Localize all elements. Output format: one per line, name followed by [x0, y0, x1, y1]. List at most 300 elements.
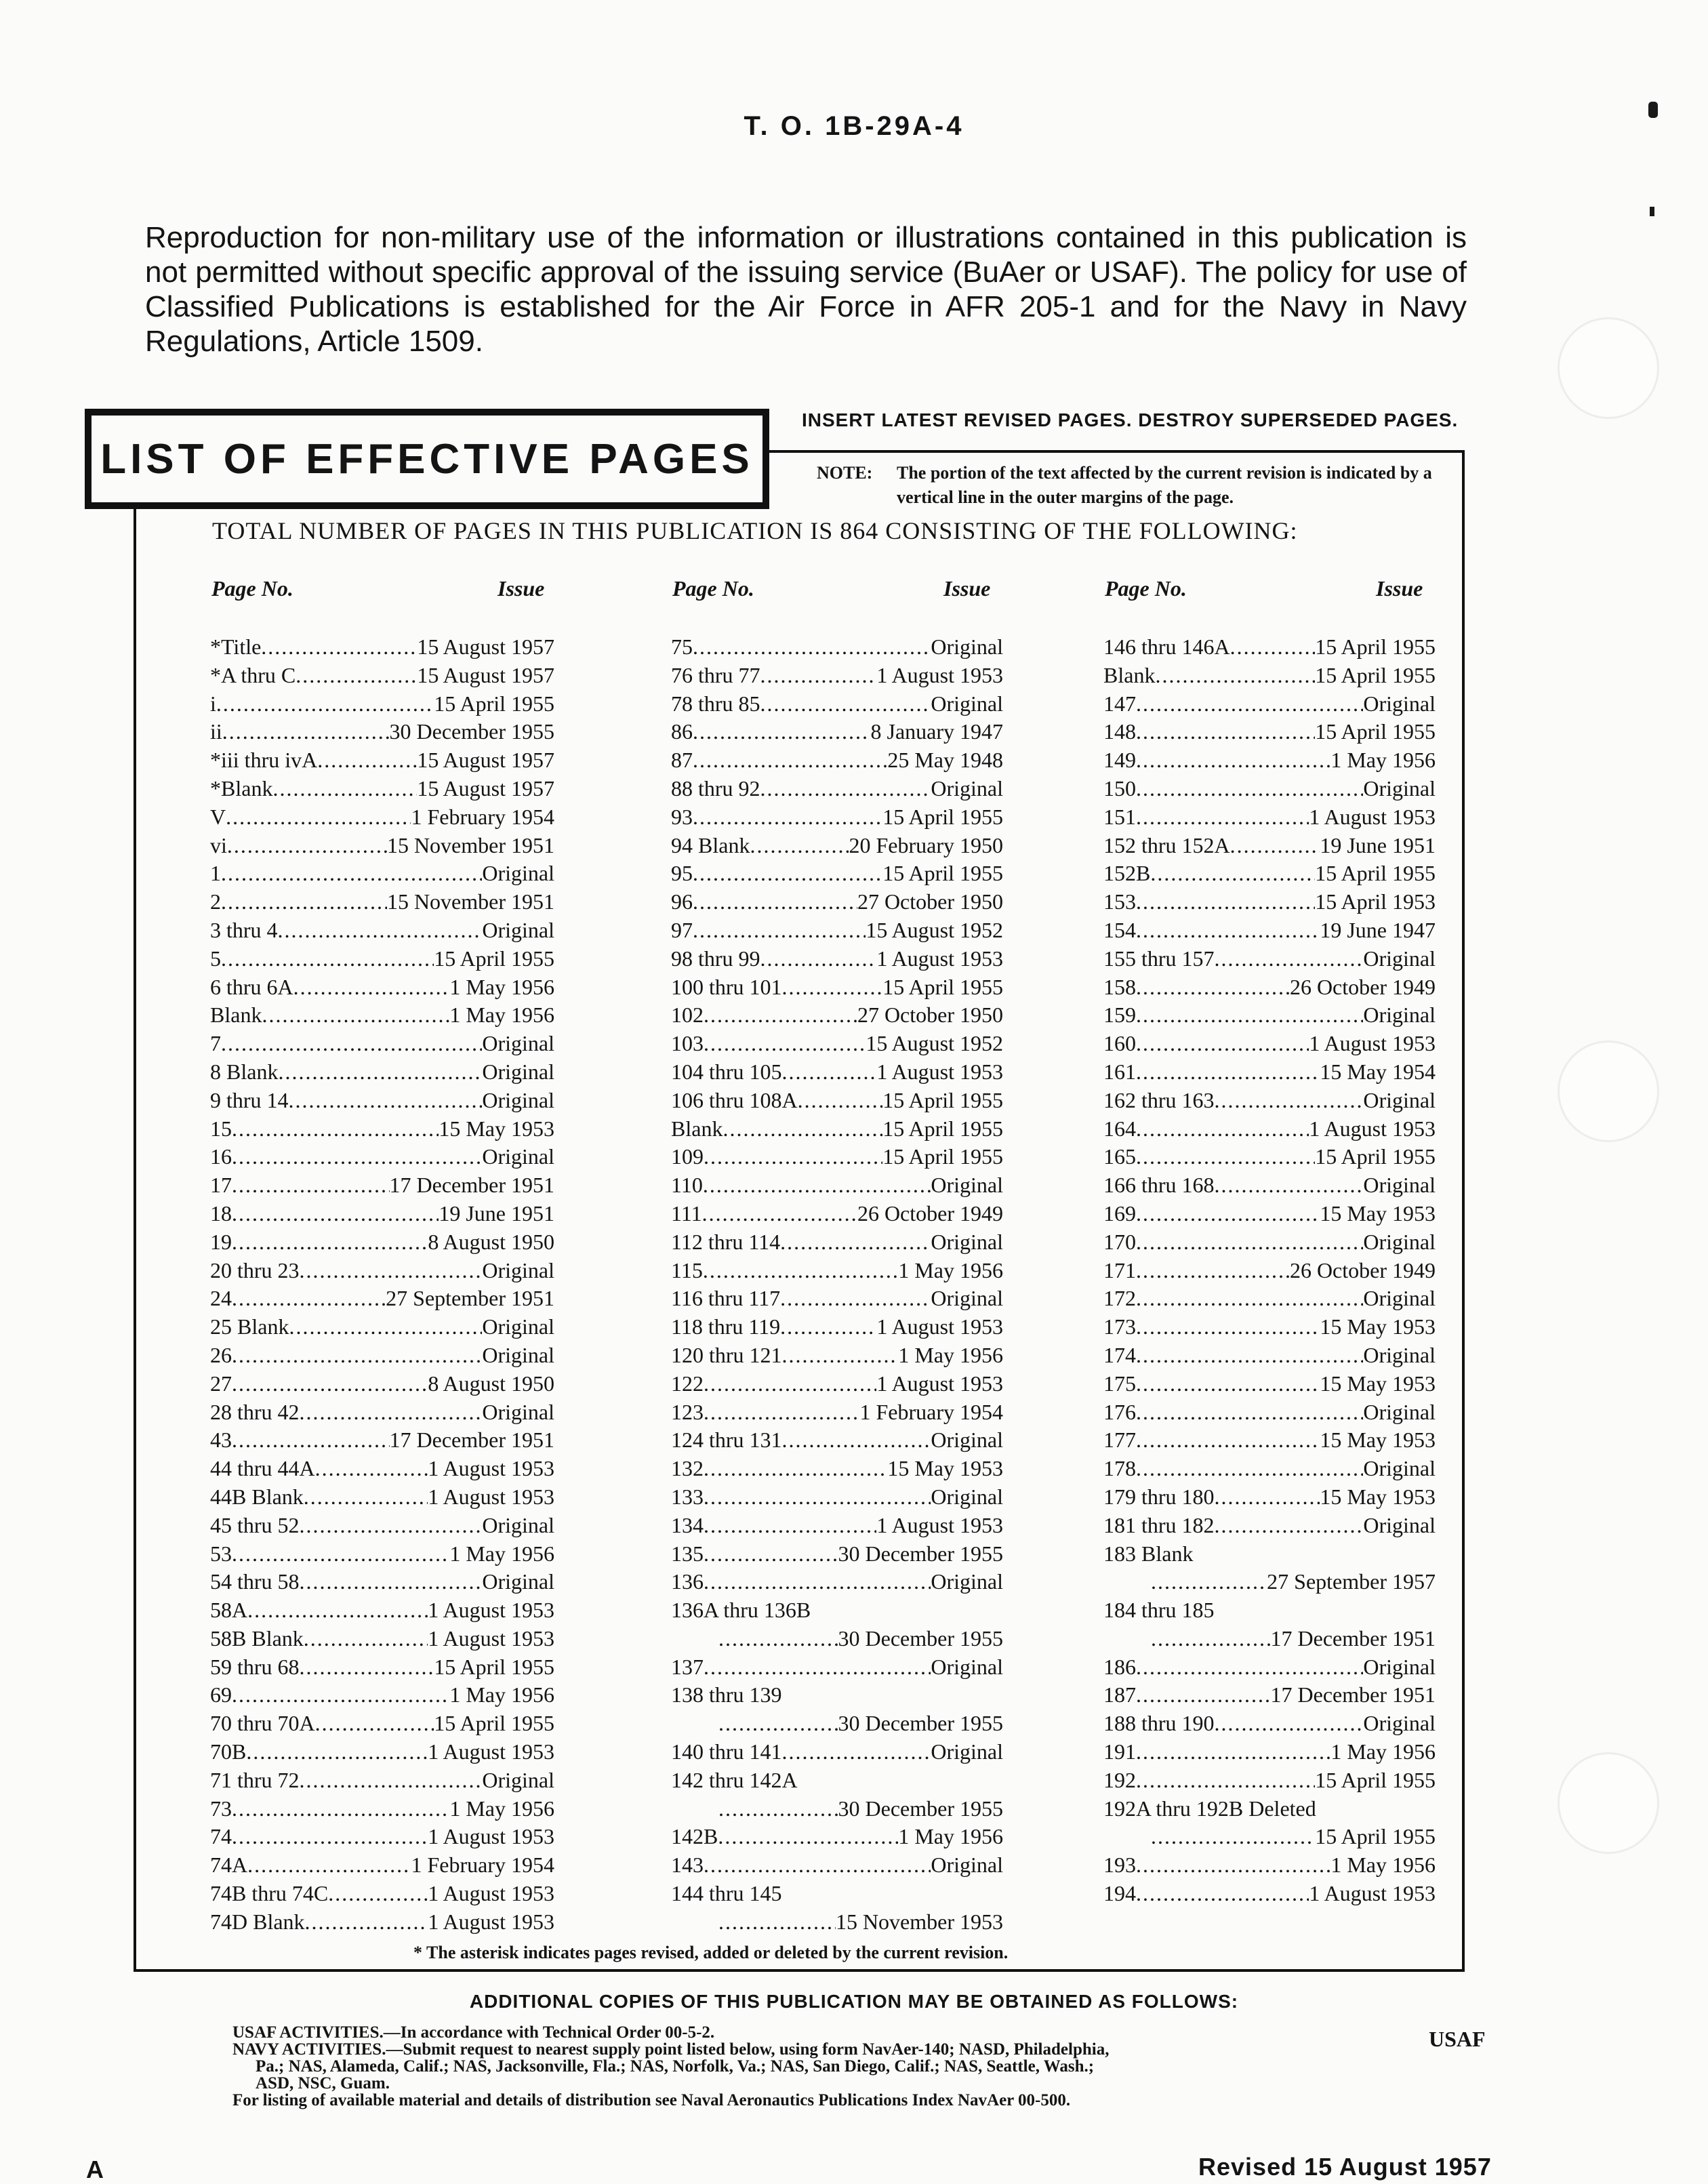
- page-entry-row: [210, 1088, 554, 1116]
- dot-leader: [1136, 805, 1309, 830]
- issue-date: Original: [1363, 1654, 1436, 1679]
- dot-leader: [703, 1173, 931, 1198]
- dot-leader: [693, 719, 870, 744]
- asterisk-footnote: * The asterisk indicates pages revised, added or deleted by the current revision.: [413, 1943, 1009, 1962]
- page-number: 5: [210, 946, 221, 971]
- issue-date: 1 August 1953: [876, 662, 1003, 687]
- page-number: 137: [671, 1654, 704, 1679]
- page-number: 59 thru 68: [210, 1654, 300, 1679]
- dot-leader: [693, 805, 882, 830]
- issue-date: 1 August 1953: [428, 1881, 554, 1906]
- page-entry-row: [671, 1739, 1003, 1768]
- page-entry-row: [210, 1739, 554, 1768]
- dot-leader: [1155, 663, 1315, 688]
- page-number: 192: [1103, 1767, 1136, 1792]
- page-entry-row: [671, 1541, 1003, 1570]
- page-entry-row: [1103, 861, 1436, 889]
- page-number: 74A: [210, 1853, 248, 1878]
- issue-date: 15 August 1957: [417, 634, 554, 659]
- page-entry-row: [1103, 1286, 1436, 1314]
- issue-date: 1 August 1953: [428, 1909, 554, 1934]
- dot-leader: [1136, 1059, 1320, 1085]
- issue-date: Original: [482, 917, 554, 942]
- page-number: 18: [210, 1200, 232, 1226]
- issue-date: Original: [1363, 1456, 1436, 1481]
- dot-leader: [780, 1230, 931, 1255]
- page-entry-row: [210, 1456, 554, 1484]
- dot-leader: [704, 1003, 857, 1028]
- page-number: 111: [671, 1200, 702, 1226]
- dot-leader: [232, 1541, 449, 1566]
- page-number: 132: [671, 1456, 704, 1481]
- dot-leader: [782, 975, 883, 1000]
- issue-date: 15 May 1953: [1320, 1428, 1436, 1453]
- page-entry-row: [671, 1655, 1003, 1683]
- page-entry-row: [210, 1682, 554, 1711]
- total-pages-statement: TOTAL NUMBER OF PAGES IN THIS PUBLICATION IS 864 CONSISTING OF THE FOLLOWING:: [212, 517, 1298, 544]
- issue-date: Original: [931, 691, 1003, 716]
- dot-leader: [1136, 1230, 1363, 1255]
- page-entry-row: [1103, 918, 1436, 946]
- dot-leader: [718, 1796, 838, 1821]
- page-entry-row: [1103, 1711, 1436, 1739]
- dot-leader: [704, 1031, 866, 1056]
- page-number: 148: [1103, 719, 1136, 744]
- dot-leader: [1136, 776, 1363, 801]
- page-number: *Blank: [210, 775, 273, 801]
- issue-date: 1 August 1953: [428, 1598, 554, 1623]
- issue-date: Original: [482, 1314, 554, 1339]
- page-rows: [1103, 634, 1436, 1909]
- page-entry-row: [210, 691, 554, 720]
- page-number: 165: [1103, 1144, 1136, 1169]
- dot-leader: [278, 1059, 482, 1085]
- page-number: 178: [1103, 1456, 1136, 1481]
- dot-leader: [232, 1201, 439, 1226]
- page-number: 16: [210, 1144, 232, 1169]
- page-entry-row: [1103, 1484, 1436, 1513]
- page-entry-row: [1103, 1739, 1436, 1768]
- issue-date: Original: [482, 861, 554, 886]
- page-entry-row: [1103, 1824, 1436, 1853]
- dot-leader: [780, 1286, 931, 1311]
- dot-leader: [1215, 1088, 1364, 1113]
- dot-leader: [221, 861, 482, 886]
- page-entry-row: [1103, 1796, 1436, 1825]
- page-number: 78 thru 85: [671, 691, 760, 716]
- issue-date: 15 August 1957: [417, 775, 554, 801]
- page-number: 9 thru 14: [210, 1087, 289, 1112]
- issue-date: 17 December 1951: [1270, 1682, 1436, 1707]
- issue-date: Original: [931, 1654, 1003, 1679]
- page-number: 3 thru 4: [210, 917, 278, 942]
- dot-leader: [1136, 1286, 1363, 1311]
- dot-leader: [1136, 1116, 1309, 1141]
- dot-leader: [315, 1456, 428, 1481]
- dot-leader: [693, 861, 882, 886]
- issue-date: 15 April 1955: [434, 691, 554, 716]
- issue-date: Original: [482, 1569, 554, 1594]
- issue-date: Original: [482, 1767, 554, 1792]
- page-number: 184 thru 185: [1103, 1598, 1215, 1623]
- page-number: 6 thru 6A: [210, 974, 293, 999]
- dot-leader: [704, 1371, 876, 1396]
- page-entry-row: [1103, 1144, 1436, 1173]
- dot-leader: [1215, 1484, 1320, 1510]
- page-number: 176: [1103, 1399, 1136, 1424]
- page-rows: [671, 634, 1003, 1938]
- page-number: 177: [1103, 1428, 1136, 1453]
- page-number: i: [210, 691, 216, 716]
- issue-date: 15 April 1953: [1315, 889, 1436, 914]
- page-number: 144 thru 145: [671, 1881, 782, 1906]
- page-entry-row: [210, 1400, 554, 1428]
- issue-date: 20 February 1950: [849, 832, 1003, 857]
- dot-leader: [262, 1003, 449, 1028]
- page-number: V: [210, 804, 226, 829]
- page-number: 94 Blank: [671, 832, 750, 857]
- page-entry-row: [1103, 1088, 1436, 1116]
- dot-leader: [1136, 1003, 1363, 1028]
- page-number: 142B: [671, 1824, 718, 1849]
- page-no-header: Page No.: [211, 576, 293, 601]
- issue-date: Original: [1363, 691, 1436, 716]
- dot-leader: [782, 1428, 931, 1453]
- dot-leader: [1136, 1881, 1309, 1906]
- page-number: 25 Blank: [210, 1314, 289, 1339]
- binding-mark: [1648, 102, 1658, 118]
- issue-date: 1 August 1953: [876, 1371, 1003, 1396]
- page-entry-row: [671, 1286, 1003, 1314]
- dot-leader: [221, 889, 387, 914]
- page-number: 76 thru 77: [671, 662, 760, 687]
- issue-date: Original: [482, 1144, 554, 1169]
- page-entry-row: [671, 1201, 1003, 1230]
- page-entry-row: [671, 833, 1003, 862]
- dot-leader: [704, 1569, 931, 1594]
- dot-leader: [704, 1541, 838, 1566]
- issue-date: 26 October 1949: [857, 1200, 1003, 1226]
- page-number: 164: [1103, 1116, 1136, 1141]
- page-number: 169: [1103, 1200, 1136, 1226]
- page-entry-row: [671, 1768, 1003, 1796]
- dot-leader: [289, 1088, 483, 1113]
- page-number: 103: [671, 1031, 704, 1056]
- issue-date: 1 May 1956: [898, 1342, 1003, 1367]
- page-entry-row: [210, 1314, 554, 1343]
- dot-leader: [247, 1598, 428, 1623]
- issue-date: Original: [931, 1428, 1003, 1453]
- page-number: 118 thru 119: [671, 1314, 781, 1339]
- dot-leader: [278, 918, 483, 943]
- page-entry-row: [671, 918, 1003, 946]
- page-number: 109: [671, 1144, 704, 1169]
- page-entry-row: [671, 719, 1003, 748]
- dot-leader: [1136, 1853, 1330, 1878]
- page-entry-row: [210, 1116, 554, 1145]
- dot-leader: [782, 1739, 931, 1764]
- page-entry-row: [1103, 1569, 1436, 1598]
- page-entry-row: [1103, 1513, 1436, 1541]
- page-entry-row: [210, 1201, 554, 1230]
- issue-header: Issue: [943, 576, 991, 601]
- issue-date: Original: [482, 1031, 554, 1056]
- page-entry-row: [671, 1088, 1003, 1116]
- page-number: 15: [210, 1116, 232, 1141]
- page-entry-row: [210, 1031, 554, 1059]
- page-entry-row: [671, 1456, 1003, 1484]
- usaf-tag: USAF: [1429, 2027, 1486, 2051]
- issue-date: 15 April 1955: [434, 1654, 554, 1679]
- page-entry-row: [671, 889, 1003, 918]
- issue-date: Original: [482, 1087, 554, 1112]
- page-entry-row: [210, 1144, 554, 1173]
- page-entry-row: [671, 1258, 1003, 1287]
- page-number: 45 thru 52: [210, 1512, 300, 1537]
- dot-leader: [718, 1711, 838, 1736]
- page-entry-row: [671, 1682, 1003, 1711]
- issue-date: Original: [1363, 1229, 1436, 1254]
- issue-header: Issue: [1376, 576, 1423, 601]
- page-entry-row: [1103, 1881, 1436, 1909]
- issue-date: 15 April 1955: [1315, 1144, 1436, 1169]
- issue-date: 30 December 1955: [838, 1711, 1003, 1736]
- page-number: 100 thru 101: [671, 974, 782, 999]
- issue-date: 27 September 1957: [1267, 1569, 1436, 1594]
- issue-date: 1 August 1953: [428, 1484, 554, 1509]
- page-entry-row: [671, 805, 1003, 833]
- issue-date: 1 August 1953: [428, 1739, 554, 1764]
- page-number: 58A: [210, 1598, 248, 1623]
- issue-date: Original: [482, 1257, 554, 1282]
- page-number: 143: [671, 1853, 704, 1878]
- page-entry-row: [1103, 719, 1436, 748]
- issue-date: Original: [931, 1739, 1003, 1764]
- dot-leader: [247, 1853, 411, 1878]
- dot-leader: [1136, 1768, 1315, 1793]
- page-entry-row: [210, 1371, 554, 1400]
- page-number: 170: [1103, 1229, 1136, 1254]
- issue-date: 17 December 1951: [389, 1428, 554, 1453]
- issue-date: 15 April 1955: [882, 804, 1003, 829]
- issue-date: 15 August 1952: [866, 917, 1003, 942]
- dot-leader: [693, 918, 866, 943]
- issue-date: 1 August 1953: [1309, 804, 1436, 829]
- page-entry-row: [671, 634, 1003, 663]
- dot-leader: [1136, 1428, 1320, 1453]
- dot-leader: [221, 946, 434, 971]
- issue-date: 25 May 1948: [887, 748, 1003, 773]
- page-entry-row: [210, 805, 554, 833]
- page-entry-row: [1103, 1598, 1436, 1626]
- page-entry-row: [1103, 776, 1436, 805]
- dot-leader: [232, 1286, 386, 1311]
- page-number: 152 thru 152A: [1103, 832, 1230, 857]
- issue-date: 15 April 1955: [1315, 719, 1436, 744]
- page-entry-row: [210, 1286, 554, 1314]
- page-entry-row: [1103, 1371, 1436, 1400]
- page-number: 70 thru 70A: [210, 1711, 315, 1736]
- dot-leader: [1136, 1314, 1320, 1339]
- page-number: 106 thru 108A: [671, 1087, 798, 1112]
- dot-leader: [1151, 1626, 1271, 1651]
- issue-date: Original: [1363, 1711, 1436, 1736]
- page-number: 74B thru 74C: [210, 1881, 329, 1906]
- issue-date: 15 November 1951: [386, 889, 554, 914]
- page-number: 162 thru 163: [1103, 1087, 1215, 1112]
- page-number: 17: [210, 1173, 232, 1198]
- issue-date: 30 December 1955: [838, 1625, 1003, 1651]
- page-entry-row: [210, 861, 554, 889]
- page-number: 183 Blank: [1103, 1541, 1194, 1566]
- dot-leader: [780, 1314, 876, 1339]
- issue-date: 15 April 1955: [1315, 861, 1436, 886]
- note-text: The portion of the text affected by the current revision is indicated by a vertical line in the outer margins of the page.: [897, 463, 1432, 507]
- page-number: Blank: [210, 1003, 262, 1028]
- dot-leader: [232, 1428, 390, 1453]
- page-number: 152B: [1103, 861, 1151, 886]
- page-entry-row: [210, 1711, 554, 1739]
- page-entry-row: [1103, 889, 1436, 918]
- dot-leader: [261, 634, 417, 660]
- page-number: 154: [1103, 917, 1136, 942]
- issue-date: 1 August 1953: [1309, 1881, 1436, 1906]
- page-entry-row: [210, 1796, 554, 1825]
- issue-date: 1 May 1956: [1330, 748, 1436, 773]
- dot-leader: [1136, 1343, 1363, 1368]
- issue-date: Original: [931, 775, 1003, 801]
- dot-leader: [704, 1144, 882, 1169]
- binding-mark: [1650, 207, 1654, 216]
- page-number: 102: [671, 1003, 704, 1028]
- page-entry-row: [671, 1569, 1003, 1598]
- page-entry-row: [210, 1881, 554, 1909]
- page-entry-row: [210, 1768, 554, 1796]
- dot-leader: [702, 1201, 857, 1226]
- issue-date: 15 April 1955: [882, 1116, 1003, 1141]
- page-number: 20 thru 23: [210, 1257, 300, 1282]
- dot-leader: [718, 1626, 838, 1651]
- dot-leader: [750, 833, 849, 858]
- page-entry-row: [210, 1824, 554, 1853]
- page-entry-row: [210, 663, 554, 691]
- dot-leader: [1136, 1201, 1320, 1226]
- insert-instruction: INSERT LATEST REVISED PAGES. DESTROY SUPERSEDED PAGES.: [802, 409, 1459, 430]
- page-entry-row: [1103, 1768, 1436, 1796]
- page-entry-row: [1103, 1258, 1436, 1287]
- page-entry-row: [1103, 1003, 1436, 1031]
- dot-leader: [1136, 1739, 1330, 1764]
- page-entry-row: [671, 975, 1003, 1003]
- punch-hole-middle: [1558, 1040, 1659, 1142]
- issue-date: 1 August 1953: [876, 1314, 1003, 1339]
- page-entry-row: [210, 1003, 554, 1031]
- page-number: 153: [1103, 889, 1136, 914]
- dot-leader: [1151, 1569, 1267, 1594]
- page-entry-row: [671, 1513, 1003, 1541]
- dot-leader: [300, 1655, 434, 1680]
- page-entry-row: [210, 1541, 554, 1570]
- issue-date: 1 May 1956: [1330, 1853, 1436, 1878]
- issue-date: 15 April 1955: [1315, 634, 1436, 659]
- page-number: 150: [1103, 775, 1136, 801]
- page-number: 193: [1103, 1853, 1136, 1878]
- dot-leader: [300, 1569, 483, 1594]
- dot-leader: [760, 663, 877, 688]
- page-entry-row: [1103, 1682, 1436, 1711]
- issue-date: 26 October 1949: [1289, 1257, 1436, 1282]
- dot-leader: [300, 1258, 483, 1283]
- dot-leader: [1230, 634, 1316, 660]
- issue-date: 15 April 1955: [434, 946, 554, 971]
- issue-date: Original: [482, 1059, 554, 1084]
- page-number: 110: [671, 1173, 703, 1198]
- dot-leader: [1136, 1144, 1315, 1169]
- page-number: 24: [210, 1286, 232, 1311]
- page-entry-row: [671, 1031, 1003, 1059]
- issue-date: 1 August 1953: [428, 1625, 554, 1651]
- issue-date: 30 December 1955: [389, 719, 554, 744]
- dot-leader: [1215, 1173, 1364, 1198]
- page-number: *Title: [210, 634, 262, 659]
- issue-date: 1 May 1956: [898, 1257, 1003, 1282]
- page-rows: [210, 634, 554, 1938]
- dot-leader: [1136, 889, 1315, 914]
- issue-date: 1 May 1956: [449, 1796, 554, 1821]
- page-entry-row: [1103, 1031, 1436, 1059]
- page-number: 123: [671, 1399, 704, 1424]
- page-number: 58B Blank: [210, 1625, 304, 1651]
- page-entry-row: [1103, 1116, 1436, 1145]
- page-number: 27: [210, 1371, 232, 1396]
- page-number: 87: [671, 748, 693, 773]
- page-number: 96: [671, 889, 693, 914]
- page-entry-row: [671, 1059, 1003, 1088]
- dot-leader: [1136, 1371, 1320, 1396]
- page-number: 135: [671, 1541, 704, 1566]
- page-number: 134: [671, 1512, 704, 1537]
- dot-leader: [216, 691, 434, 716]
- issue-date: Original: [1363, 946, 1436, 971]
- dot-leader: [718, 1909, 836, 1935]
- dot-leader: [232, 1116, 439, 1141]
- issue-date: Original: [1363, 1512, 1436, 1537]
- page-entry-row: [210, 946, 554, 975]
- issue-date: 30 December 1955: [838, 1796, 1003, 1821]
- punch-hole-top: [1558, 317, 1659, 419]
- dot-leader: [227, 833, 387, 858]
- issue-date: 26 October 1949: [1289, 974, 1436, 999]
- page-no-header: Page No.: [1105, 576, 1187, 601]
- dot-leader: [1136, 691, 1363, 716]
- page-entry-row: [671, 748, 1003, 776]
- page-number: 95: [671, 861, 693, 886]
- dot-leader: [1215, 1513, 1364, 1538]
- page-number: 44 thru 44A: [210, 1456, 315, 1481]
- navy-activities-line: ASD, NSC, Guam.: [256, 2074, 390, 2092]
- issue-date: 15 April 1955: [882, 1087, 1003, 1112]
- dot-leader: [704, 1400, 859, 1425]
- page-number: 155 thru 157: [1103, 946, 1215, 971]
- page-entry-row: [1103, 1230, 1436, 1258]
- page-entry-row: [1103, 748, 1436, 776]
- page-entry-row: [210, 1343, 554, 1371]
- issue-date: Original: [482, 1342, 554, 1367]
- page-number: 191: [1103, 1739, 1136, 1764]
- issue-date: 17 December 1951: [389, 1173, 554, 1198]
- page-number: 172: [1103, 1286, 1136, 1311]
- issue-date: 8 August 1950: [428, 1229, 554, 1254]
